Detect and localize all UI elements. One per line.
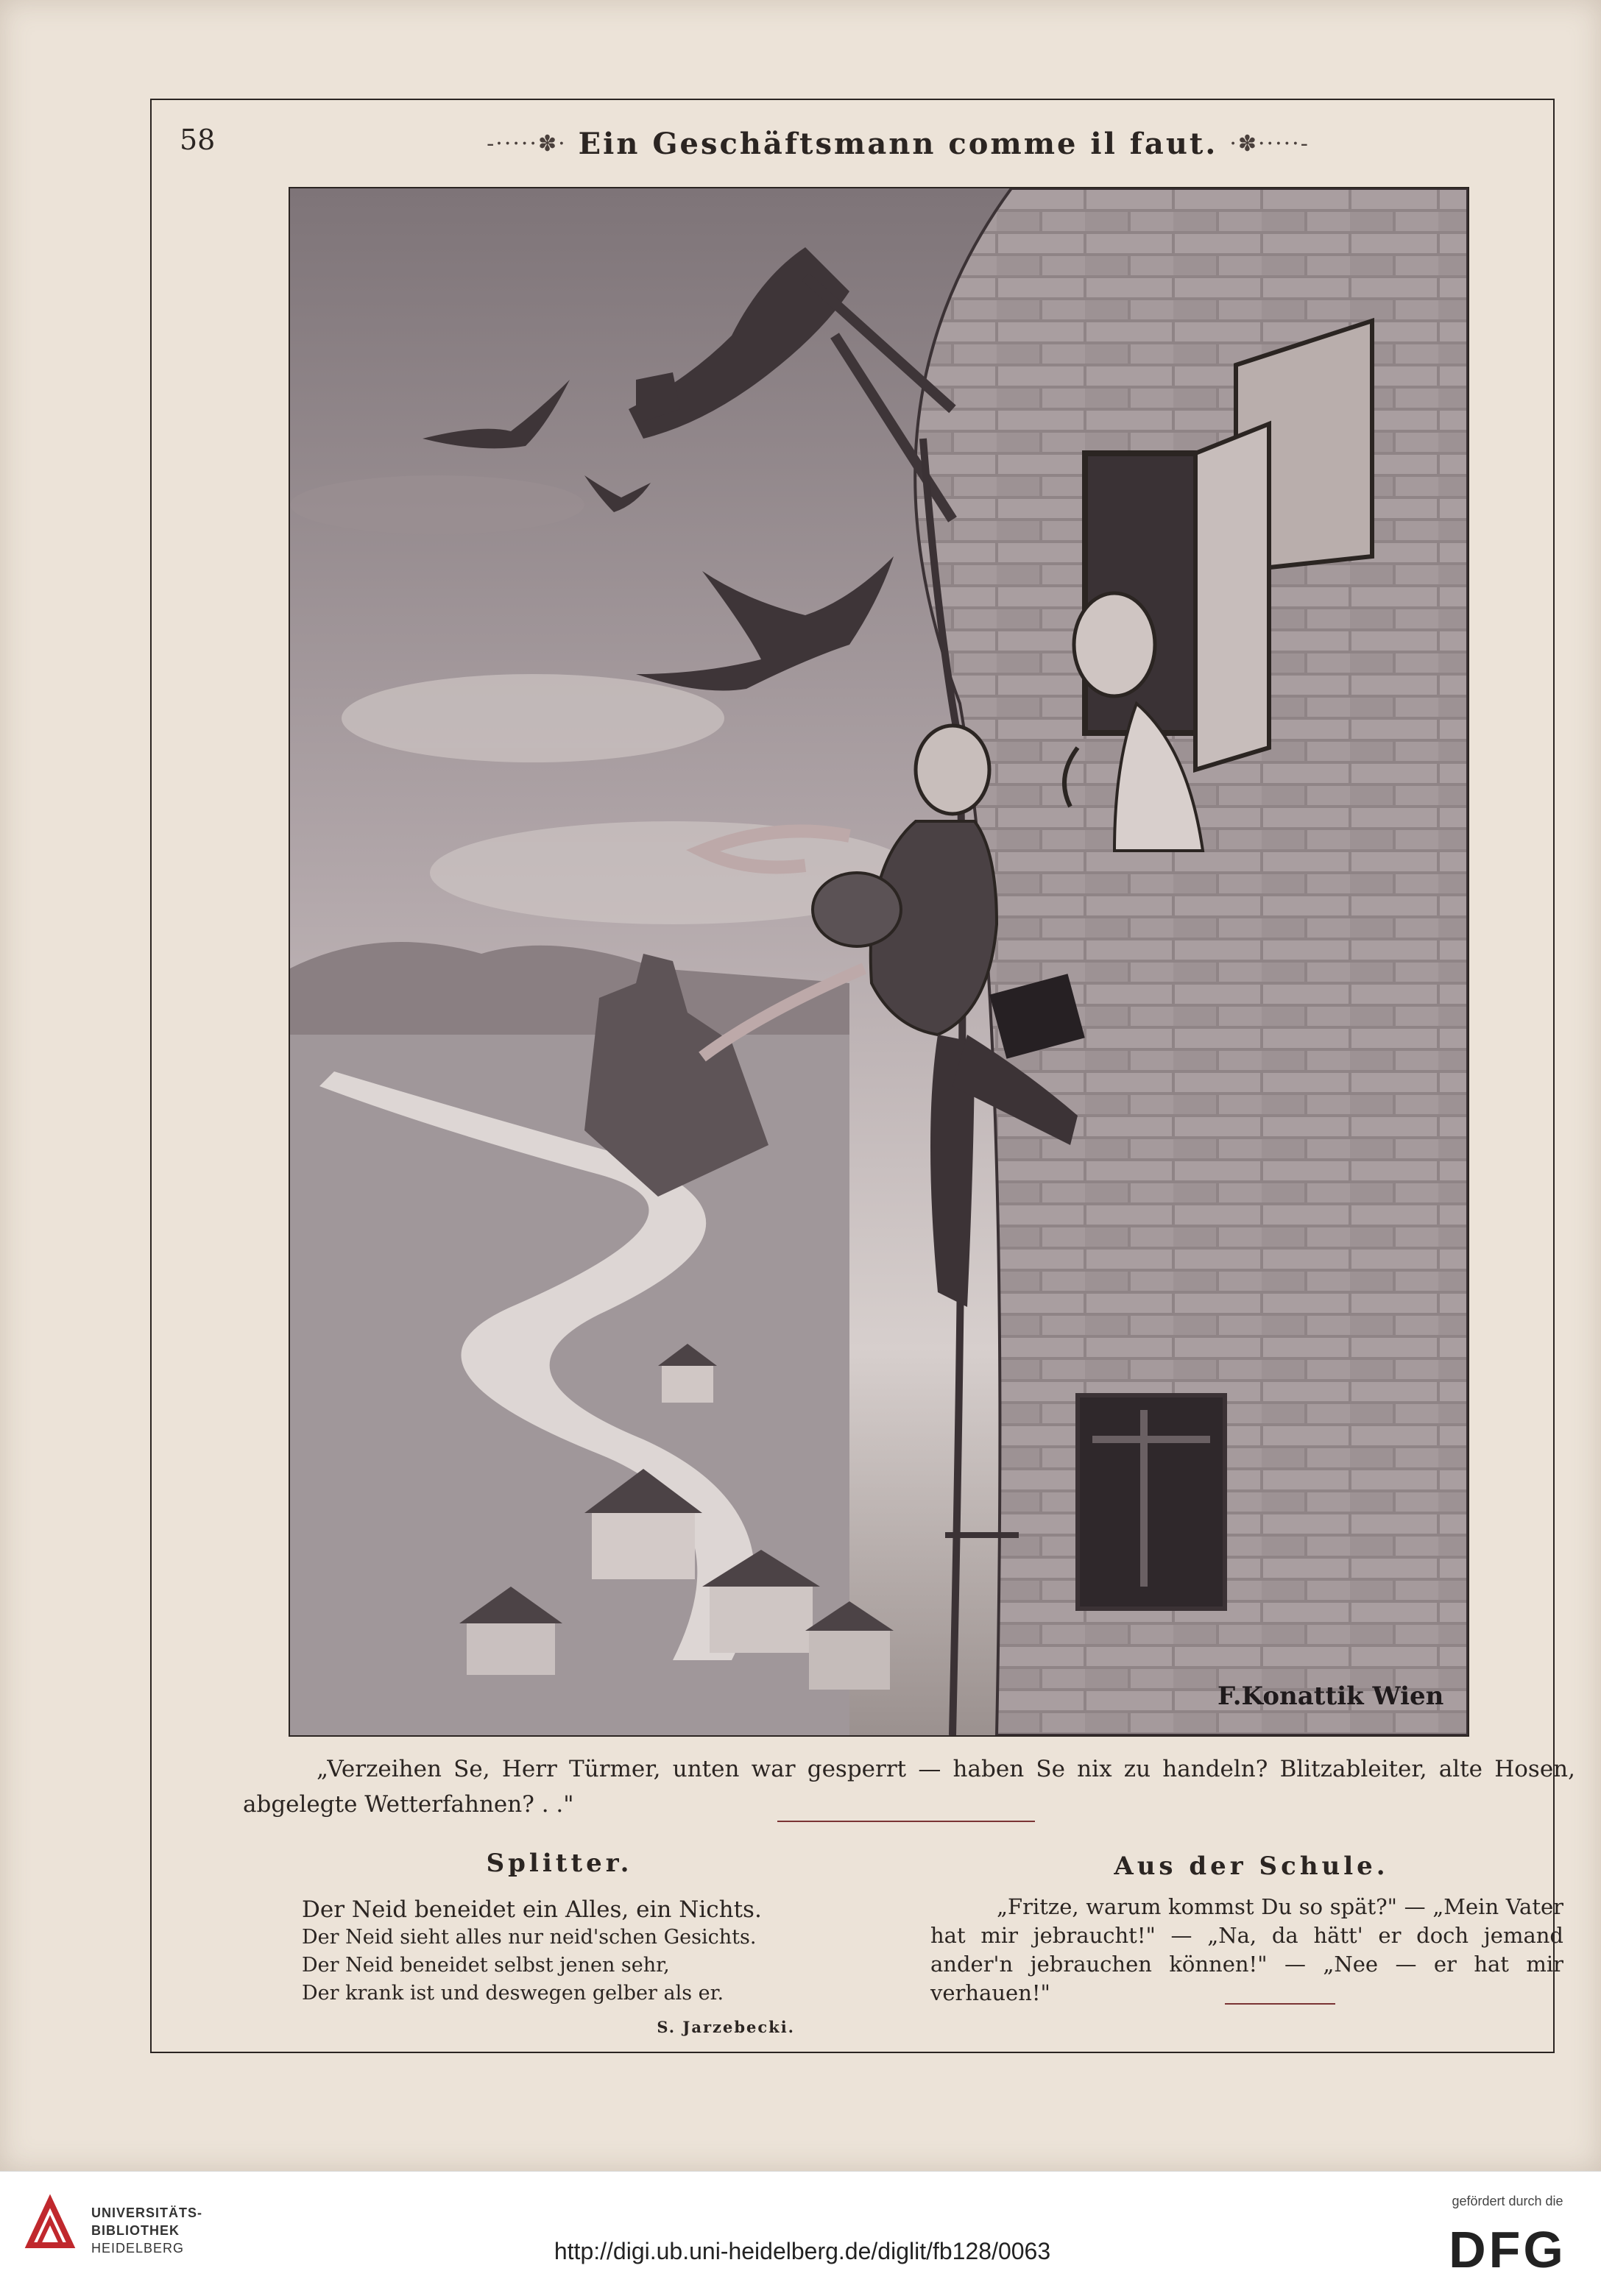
- artist-signature: F.Konattik Wien: [1217, 1682, 1444, 1711]
- dfg-logo-icon[interactable]: DFG: [1449, 2221, 1566, 2278]
- permalink-url[interactable]: http://digi.ub.uni-heidelberg.de/diglit/fb128/0063: [554, 2238, 1051, 2264]
- poem-line: Der krank ist und deswegen gelber als er.: [302, 1982, 724, 2005]
- poem-line: Der Neid beneidet selbst jenen sehr,: [302, 1954, 670, 1977]
- funded-by-label: gefördert durch die: [1452, 2194, 1563, 2208]
- viewer-footer: [0, 2171, 1601, 2296]
- illustration-svg: [290, 188, 1468, 1735]
- splitter-poem: [302, 1896, 802, 2036]
- page-number: 58: [180, 124, 216, 156]
- tower-slit-window: [1078, 1395, 1225, 1609]
- school-divider: [1225, 2003, 1335, 2005]
- illustration-caption: „Verzeihen Se, Herr Türmer, unten war gesperrt — haben Se nix zu handeln? Blitzableiter, alte Hosen, abgelegte Wetterfahnen? . .": [243, 1756, 1575, 1818]
- university-library-logo-icon[interactable]: [24, 2194, 77, 2254]
- poem-line: Der Neid sieht alles nur neid'schen Gesichts.: [302, 1926, 757, 1949]
- institution-line: UNIVERSITÄTS-: [91, 2205, 203, 2220]
- institution-line: BIBLIOTHEK: [91, 2223, 180, 2238]
- caption-divider: [777, 1821, 1035, 1822]
- illustration-tower-scene: [289, 187, 1469, 1737]
- institution-line: HEIDELBERG: [91, 2241, 185, 2256]
- page-title: Ein Geschäftsmann comme il faut.: [578, 127, 1218, 161]
- school-heading: Aus der Schule.: [1114, 1852, 1389, 1881]
- poem-line: Der Neid beneidet ein Alles, ein Nichts.: [302, 1896, 762, 1923]
- poem-author: S. Jarzebecki.: [657, 2018, 795, 2036]
- header-ornament-left: -·····✽·: [487, 131, 567, 157]
- institution-name[interactable]: [91, 2204, 202, 2257]
- splitter-heading: Splitter.: [486, 1849, 633, 1878]
- school-anecdote: „Fritze, warum kommst Du so spät?" — „Mein Vater hat mir jebraucht!" — „Na, da hätt' er doch jemand ander'n jebrauchen können!" — „Nee — er hat mir verhauen!": [930, 1894, 1563, 2005]
- page-header: [486, 127, 1310, 161]
- header-ornament-right: ·✽·····-: [1229, 131, 1310, 157]
